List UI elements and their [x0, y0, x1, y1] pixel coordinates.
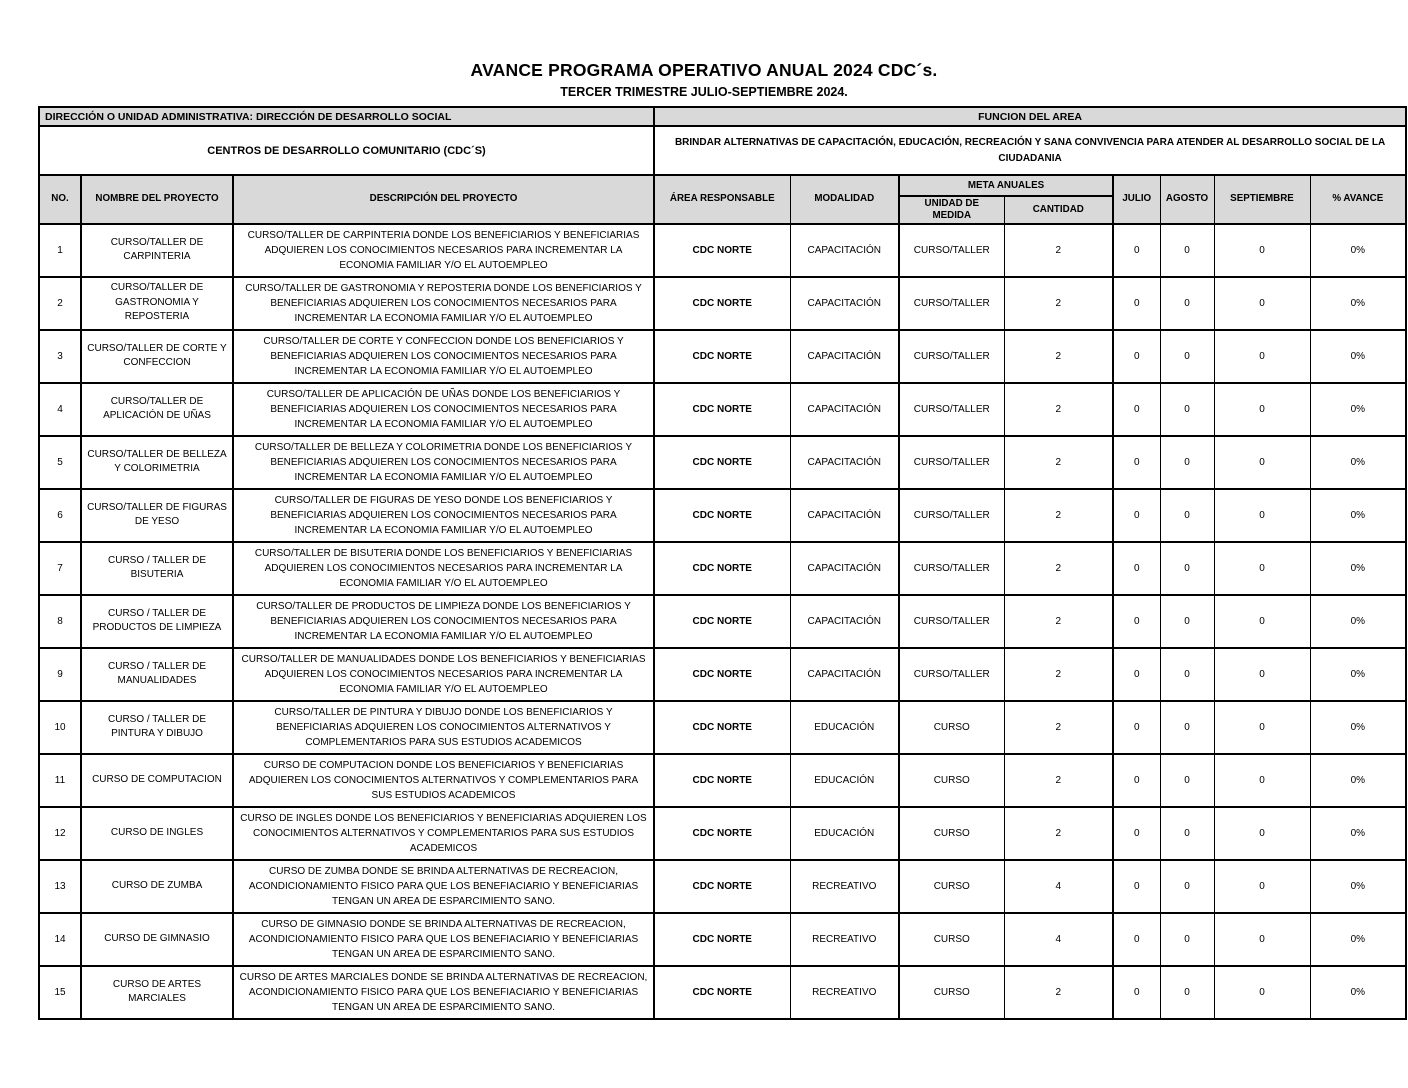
responsible-area: CDC NORTE [654, 224, 790, 277]
row-number: 1 [39, 224, 81, 277]
col-header-july: JULIO [1113, 175, 1160, 224]
table-row [39, 701, 1406, 754]
row-number: 12 [39, 807, 81, 860]
annual-quantity: 2 [1004, 436, 1113, 489]
august-value: 0 [1160, 913, 1214, 966]
project-name: CURSO DE ARTES MARCIALES [81, 966, 233, 1019]
july-value: 0 [1113, 330, 1160, 383]
modality-value: CAPACITACIÓN [790, 383, 899, 436]
modality-value: CAPACITACIÓN [790, 224, 899, 277]
table-row [39, 966, 1406, 1019]
august-value: 0 [1160, 860, 1214, 913]
advance-percent: 0% [1310, 277, 1406, 330]
project-name: CURSO / TALLER DE BISUTERIA [81, 542, 233, 595]
unit-of-measure: CURSO/TALLER [899, 224, 1004, 277]
july-value: 0 [1113, 754, 1160, 807]
unit-of-measure: CURSO/TALLER [899, 595, 1004, 648]
column-header-row-1 [39, 175, 1406, 196]
col-header-no: NO. [39, 175, 81, 224]
unit-of-measure: CURSO [899, 913, 1004, 966]
responsible-area: CDC NORTE [654, 754, 790, 807]
modality-value: RECREATIVO [790, 966, 899, 1019]
unit-of-measure: CURSO/TALLER [899, 383, 1004, 436]
row-number: 11 [39, 754, 81, 807]
september-value: 0 [1214, 383, 1310, 436]
row-number: 9 [39, 648, 81, 701]
row-number: 3 [39, 330, 81, 383]
july-value: 0 [1113, 648, 1160, 701]
unit-of-measure: CURSO/TALLER [899, 542, 1004, 595]
september-value: 0 [1214, 648, 1310, 701]
unit-of-measure: CURSO/TALLER [899, 436, 1004, 489]
july-value: 0 [1113, 383, 1160, 436]
project-name: CURSO / TALLER DE PINTURA Y DIBUJO [81, 701, 233, 754]
project-description: CURSO/TALLER DE GASTRONOMIA Y REPOSTERIA DONDE LOS BENEFICIARIOS Y BENEFICIARIAS ADQUIEREN LOS CONOCIMIENTOS NECESARIOS PARA INCREMENTAR LA ECONOMIA FAMILIAR Y/O EL AUTOEMPLEO [233, 277, 654, 330]
table-row [39, 277, 1406, 330]
july-value: 0 [1113, 224, 1160, 277]
col-header-meta-group: META ANUALES [899, 175, 1113, 196]
advance-percent: 0% [1310, 489, 1406, 542]
col-header-quantity: CANTIDAD [1004, 196, 1113, 224]
september-value: 0 [1214, 595, 1310, 648]
advance-percent: 0% [1310, 860, 1406, 913]
table-row [39, 224, 1406, 277]
september-value: 0 [1214, 542, 1310, 595]
annual-quantity: 2 [1004, 383, 1113, 436]
responsible-area: CDC NORTE [654, 436, 790, 489]
annual-quantity: 2 [1004, 595, 1113, 648]
modality-value: EDUCACIÓN [790, 701, 899, 754]
modality-value: CAPACITACIÓN [790, 595, 899, 648]
july-value: 0 [1113, 595, 1160, 648]
responsible-area: CDC NORTE [654, 648, 790, 701]
admin-header-row [39, 107, 1406, 126]
september-value: 0 [1214, 277, 1310, 330]
july-value: 0 [1113, 860, 1160, 913]
row-number: 8 [39, 595, 81, 648]
unit-of-measure: CURSO [899, 966, 1004, 1019]
unit-of-measure: CURSO/TALLER [899, 277, 1004, 330]
annual-quantity: 2 [1004, 277, 1113, 330]
advance-percent: 0% [1310, 595, 1406, 648]
august-value: 0 [1160, 277, 1214, 330]
col-header-modality: MODALIDAD [790, 175, 899, 224]
responsible-area: CDC NORTE [654, 860, 790, 913]
area-function-label: FUNCION DEL AREA [654, 107, 1406, 126]
responsible-area: CDC NORTE [654, 489, 790, 542]
august-value: 0 [1160, 754, 1214, 807]
project-description: CURSO/TALLER DE BELLEZA Y COLORIMETRIA DONDE LOS BENEFICIARIOS Y BENEFICIARIAS ADQUIEREN LOS CONOCIMIENTOS NECESARIOS PARA INCREMENTAR LA ECONOMIA FAMILIAR Y/O EL AUTOEMPLEO [233, 436, 654, 489]
project-name: CURSO DE COMPUTACION [81, 754, 233, 807]
org-name: CENTROS DE DESARROLLO COMUNITARIO (CDC´S) [39, 126, 654, 175]
annual-quantity: 2 [1004, 807, 1113, 860]
advance-percent: 0% [1310, 224, 1406, 277]
project-description: CURSO DE ZUMBA DONDE SE BRINDA ALTERNATIVAS DE RECREACION, ACONDICIONAMIENTO FISICO PARA QUE LOS BENEFIACIARIO Y BENEFICIARIAS TENGAN UN AREA DE ESPARCIMIENTO SANO. [233, 860, 654, 913]
page-title: AVANCE PROGRAMA OPERATIVO ANUAL 2024 CDC´s. [470, 60, 938, 80]
advance-percent: 0% [1310, 701, 1406, 754]
august-value: 0 [1160, 966, 1214, 1019]
project-name: CURSO DE INGLES [81, 807, 233, 860]
july-value: 0 [1113, 489, 1160, 542]
annual-quantity: 2 [1004, 224, 1113, 277]
unit-of-measure: CURSO [899, 754, 1004, 807]
row-number: 4 [39, 383, 81, 436]
project-name: CURSO / TALLER DE PRODUCTOS DE LIMPIEZA [81, 595, 233, 648]
project-name: CURSO DE GIMNASIO [81, 913, 233, 966]
responsible-area: CDC NORTE [654, 330, 790, 383]
project-description: CURSO DE INGLES DONDE LOS BENEFICIARIOS Y BENEFICIARIAS ADQUIEREN LOS CONOCIMIENTOS ALTERNATIVOS Y COMPLEMENTARIOS PARA SUS ESTUDIOS ACADEMICOS [233, 807, 654, 860]
col-header-advance: % AVANCE [1310, 175, 1406, 224]
august-value: 0 [1160, 489, 1214, 542]
row-number: 5 [39, 436, 81, 489]
row-number: 14 [39, 913, 81, 966]
table-row [39, 913, 1406, 966]
project-description: CURSO DE ARTES MARCIALES DONDE SE BRINDA ALTERNATIVAS DE RECREACION, ACONDICIONAMIENTO FISICO PARA QUE LOS BENEFIACIARIO Y BENEFICIARIAS TENGAN UN AREA DE ESPARCIMIENTO SANO. [233, 966, 654, 1019]
table-row [39, 860, 1406, 913]
august-value: 0 [1160, 383, 1214, 436]
september-value: 0 [1214, 224, 1310, 277]
col-header-description: DESCRIPCIÓN DEL PROYECTO [233, 175, 654, 224]
august-value: 0 [1160, 330, 1214, 383]
responsible-area: CDC NORTE [654, 913, 790, 966]
table-row [39, 436, 1406, 489]
row-number: 7 [39, 542, 81, 595]
annual-quantity: 2 [1004, 701, 1113, 754]
annual-quantity: 2 [1004, 330, 1113, 383]
august-value: 0 [1160, 542, 1214, 595]
project-description: CURSO DE COMPUTACION DONDE LOS BENEFICIARIOS Y BENEFICIARIAS ADQUIEREN LOS CONOCIMIENTOS ALTERNATIVOS Y COMPLEMENTARIOS PARA SUS ESTUDIOS ACADEMICOS [233, 754, 654, 807]
annual-quantity: 4 [1004, 913, 1113, 966]
unit-of-measure: CURSO/TALLER [899, 489, 1004, 542]
project-name: CURSO/TALLER DE FIGURAS DE YESO [81, 489, 233, 542]
august-value: 0 [1160, 436, 1214, 489]
responsible-area: CDC NORTE [654, 277, 790, 330]
modality-value: CAPACITACIÓN [790, 648, 899, 701]
september-value: 0 [1214, 701, 1310, 754]
table-row [39, 648, 1406, 701]
september-value: 0 [1214, 807, 1310, 860]
unit-of-measure: CURSO [899, 860, 1004, 913]
september-value: 0 [1214, 966, 1310, 1019]
project-name: CURSO DE ZUMBA [81, 860, 233, 913]
row-number: 10 [39, 701, 81, 754]
august-value: 0 [1160, 595, 1214, 648]
responsible-area: CDC NORTE [654, 595, 790, 648]
modality-value: CAPACITACIÓN [790, 489, 899, 542]
project-description: CURSO/TALLER DE APLICACIÓN DE UÑAS DONDE LOS BENEFICIARIOS Y BENEFICIARIAS ADQUIEREN LOS CONOCIMIENTOS NECESARIOS PARA INCREMENTAR LA ECONOMIA FAMILIAR Y/O EL AUTOEMPLEO [233, 383, 654, 436]
annual-quantity: 2 [1004, 489, 1113, 542]
admin-unit-label: DIRECCIÓN O UNIDAD ADMINISTRATIVA: DIRECCIÓN DE DESARROLLO SOCIAL [39, 107, 654, 126]
september-value: 0 [1214, 436, 1310, 489]
project-name: CURSO/TALLER DE CORTE Y CONFECCION [81, 330, 233, 383]
advance-percent: 0% [1310, 330, 1406, 383]
modality-value: CAPACITACIÓN [790, 542, 899, 595]
july-value: 0 [1113, 966, 1160, 1019]
july-value: 0 [1113, 277, 1160, 330]
modality-value: CAPACITACIÓN [790, 436, 899, 489]
annual-quantity: 4 [1004, 860, 1113, 913]
poa-report-table [38, 106, 1407, 1020]
responsible-area: CDC NORTE [654, 701, 790, 754]
july-value: 0 [1113, 807, 1160, 860]
august-value: 0 [1160, 807, 1214, 860]
project-name: CURSO / TALLER DE MANUALIDADES [81, 648, 233, 701]
project-description: CURSO/TALLER DE FIGURAS DE YESO DONDE LOS BENEFICIARIOS Y BENEFICIARIAS ADQUIEREN LOS CONOCIMIENTOS NECESARIOS PARA INCREMENTAR LA ECONOMIA FAMILIAR Y/O EL AUTOEMPLEO [233, 489, 654, 542]
project-description: CURSO/TALLER DE BISUTERIA DONDE LOS BENEFICIARIOS Y BENEFICIARIAS ADQUIEREN LOS CONOCIMIENTOS NECESARIOS PARA INCREMENTAR LA ECONOMIA FAMILIAR Y/O EL AUTOEMPLEO [233, 542, 654, 595]
responsible-area: CDC NORTE [654, 807, 790, 860]
project-description: CURSO/TALLER DE MANUALIDADES DONDE LOS BENEFICIARIOS Y BENEFICIARIAS ADQUIEREN LOS CONOCIMIENTOS NECESARIOS PARA INCREMENTAR LA ECONOMIA FAMILIAR Y/O EL AUTOEMPLEO [233, 648, 654, 701]
project-description: CURSO/TALLER DE CORTE Y CONFECCION DONDE LOS BENEFICIARIOS Y BENEFICIARIAS ADQUIEREN LOS CONOCIMIENTOS NECESARIOS PARA INCREMENTAR LA ECONOMIA FAMILIAR Y/O EL AUTOEMPLEO [233, 330, 654, 383]
advance-percent: 0% [1310, 913, 1406, 966]
annual-quantity: 2 [1004, 648, 1113, 701]
annual-quantity: 2 [1004, 542, 1113, 595]
responsible-area: CDC NORTE [654, 966, 790, 1019]
advance-percent: 0% [1310, 754, 1406, 807]
advance-percent: 0% [1310, 383, 1406, 436]
area-function-text: BRINDAR ALTERNATIVAS DE CAPACITACIÓN, EDUCACIÓN, RECREACIÓN Y SANA CONVIVENCIA PARA ATENDER AL DESARROLLO SOCIAL DE LA CIUDADANIA [654, 126, 1406, 175]
responsible-area: CDC NORTE [654, 542, 790, 595]
table-row [39, 383, 1406, 436]
project-description: CURSO DE GIMNASIO DONDE SE BRINDA ALTERNATIVAS DE RECREACION, ACONDICIONAMIENTO FISICO PARA QUE LOS BENEFIACIARIO Y BENEFICIARIAS TENGAN UN AREA DE ESPARCIMIENTO SANO. [233, 913, 654, 966]
col-header-area: ÁREA RESPONSABLE [654, 175, 790, 224]
project-description: CURSO/TALLER DE CARPINTERIA DONDE LOS BENEFICIARIOS Y BENEFICIARIAS ADQUIEREN LOS CONOCIMIENTOS NECESARIOS PARA INCREMENTAR LA ECONOMIA FAMILIAR Y/O EL AUTOEMPLEO [233, 224, 654, 277]
august-value: 0 [1160, 701, 1214, 754]
july-value: 0 [1113, 436, 1160, 489]
september-value: 0 [1214, 913, 1310, 966]
project-description: CURSO/TALLER DE PINTURA Y DIBUJO DONDE LOS BENEFICIARIOS Y BENEFICIARIAS ADQUIEREN LOS CONOCIMIENTOS ALTERNATIVOS Y COMPLEMENTARIOS PARA SUS ESTUDIOS ACADEMICOS [233, 701, 654, 754]
row-number: 6 [39, 489, 81, 542]
row-number: 2 [39, 277, 81, 330]
advance-percent: 0% [1310, 436, 1406, 489]
modality-value: EDUCACIÓN [790, 754, 899, 807]
advance-percent: 0% [1310, 542, 1406, 595]
col-header-unit: UNIDAD DE MEDIDA [899, 196, 1004, 224]
annual-quantity: 2 [1004, 966, 1113, 1019]
row-number: 13 [39, 860, 81, 913]
august-value: 0 [1160, 648, 1214, 701]
september-value: 0 [1214, 754, 1310, 807]
advance-percent: 0% [1310, 807, 1406, 860]
modality-value: RECREATIVO [790, 913, 899, 966]
org-header-row [39, 126, 1406, 175]
project-name: CURSO/TALLER DE GASTRONOMIA Y REPOSTERIA [81, 277, 233, 330]
table-row [39, 330, 1406, 383]
table-row [39, 807, 1406, 860]
unit-of-measure: CURSO/TALLER [899, 330, 1004, 383]
july-value: 0 [1113, 913, 1160, 966]
col-header-september: SEPTIEMBRE [1214, 175, 1310, 224]
modality-value: EDUCACIÓN [790, 807, 899, 860]
project-name: CURSO/TALLER DE CARPINTERIA [81, 224, 233, 277]
table-row [39, 754, 1406, 807]
september-value: 0 [1214, 489, 1310, 542]
advance-percent: 0% [1310, 648, 1406, 701]
august-value: 0 [1160, 224, 1214, 277]
september-value: 0 [1214, 330, 1310, 383]
table-row [39, 489, 1406, 542]
modality-value: CAPACITACIÓN [790, 330, 899, 383]
project-name: CURSO/TALLER DE APLICACIÓN DE UÑAS [81, 383, 233, 436]
page-subtitle: TERCER TRIMESTRE JULIO-SEPTIEMBRE 2024. [560, 85, 848, 99]
modality-value: CAPACITACIÓN [790, 277, 899, 330]
unit-of-measure: CURSO/TALLER [899, 648, 1004, 701]
col-header-august: AGOSTO [1160, 175, 1214, 224]
july-value: 0 [1113, 701, 1160, 754]
july-value: 0 [1113, 542, 1160, 595]
annual-quantity: 2 [1004, 754, 1113, 807]
table-row [39, 542, 1406, 595]
project-description: CURSO/TALLER DE PRODUCTOS DE LIMPIEZA DONDE LOS BENEFICIARIOS Y BENEFICIARIAS ADQUIEREN LOS CONOCIMIENTOS NECESARIOS PARA INCREMENTAR LA ECONOMIA FAMILIAR Y/O EL AUTOEMPLEO [233, 595, 654, 648]
col-header-project-name: NOMBRE DEL PROYECTO [81, 175, 233, 224]
project-name: CURSO/TALLER DE BELLEZA Y COLORIMETRIA [81, 436, 233, 489]
unit-of-measure: CURSO [899, 807, 1004, 860]
advance-percent: 0% [1310, 966, 1406, 1019]
table-row [39, 595, 1406, 648]
unit-of-measure: CURSO [899, 701, 1004, 754]
modality-value: RECREATIVO [790, 860, 899, 913]
september-value: 0 [1214, 860, 1310, 913]
responsible-area: CDC NORTE [654, 383, 790, 436]
row-number: 15 [39, 966, 81, 1019]
table-body [39, 224, 1406, 1019]
